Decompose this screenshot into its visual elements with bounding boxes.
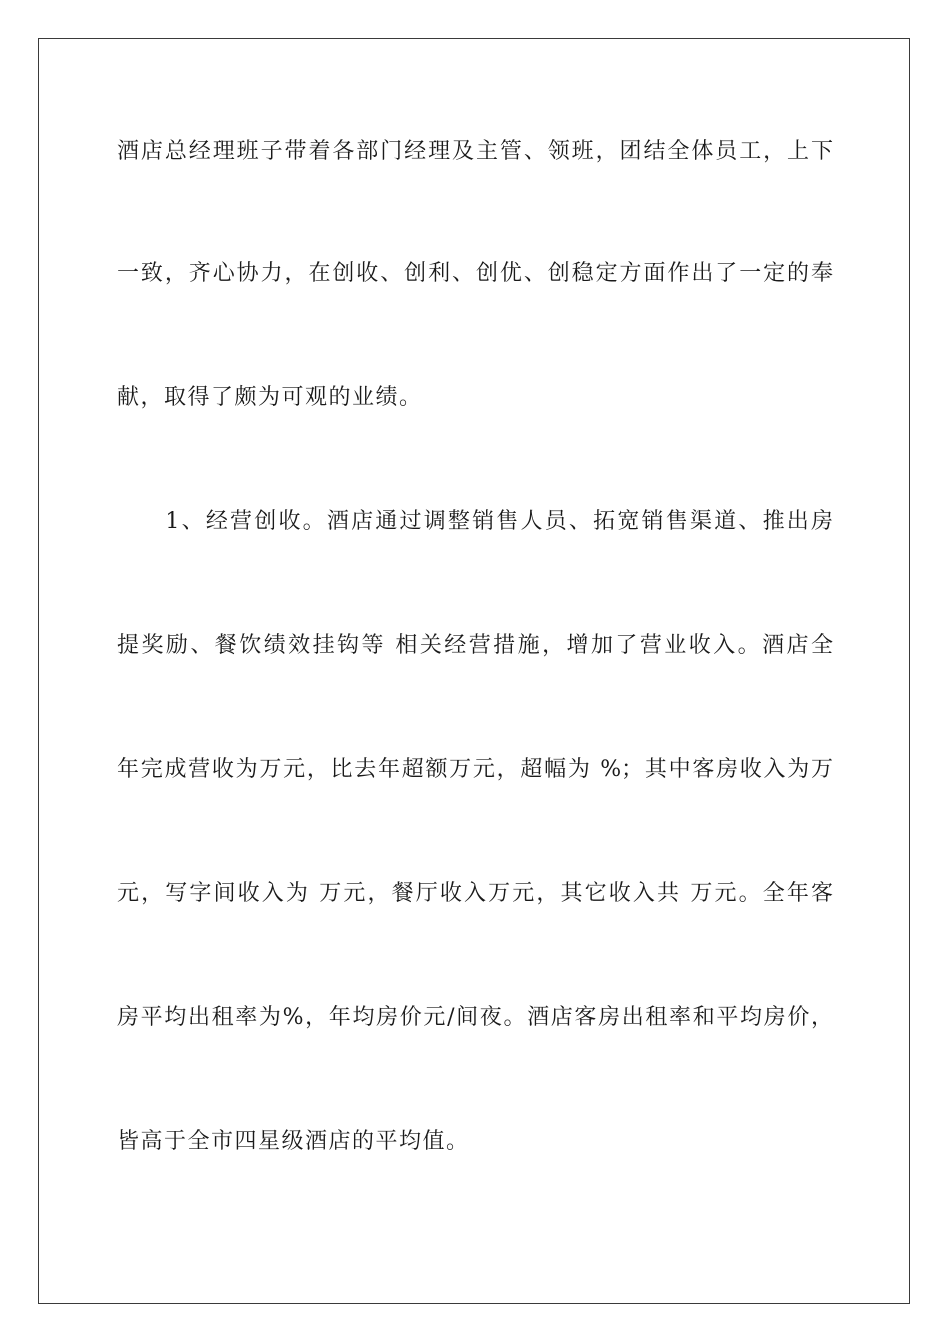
paragraph-line: 献，取得了颇为可观的业绩。 [117, 385, 423, 410]
paragraph-line: 一致，齐心协力，在创收、创利、创优、创稳定方面作出了一定的奉 [117, 261, 833, 286]
paragraph-line: 元，写字间收入为 万元，餐厅收入万元，其它收入共 万元。全年客 [117, 881, 833, 906]
paragraph-line: 提奖励、餐饮绩效挂钩等 相关经营措施，增加了营业收入。酒店全 [117, 633, 833, 658]
page-border [38, 38, 910, 1304]
paragraph-line: 房平均出租率为%，年均房价元/间夜。酒店客房出租率和平均房价， [117, 1005, 833, 1030]
paragraph-line: 酒店总经理班子带着各部门经理及主管、领班，团结全体员工，上下 [117, 139, 833, 164]
paragraph-line: 皆高于全市四星级酒店的平均值。 [117, 1129, 470, 1154]
paragraph-line: 1、经营创收。酒店通过调整销售人员、拓宽销售渠道、推出房 [117, 509, 833, 534]
paragraph-line: 年完成营收为万元，比去年超额万元，超幅为 %；其中客房收入为万 [117, 757, 833, 782]
